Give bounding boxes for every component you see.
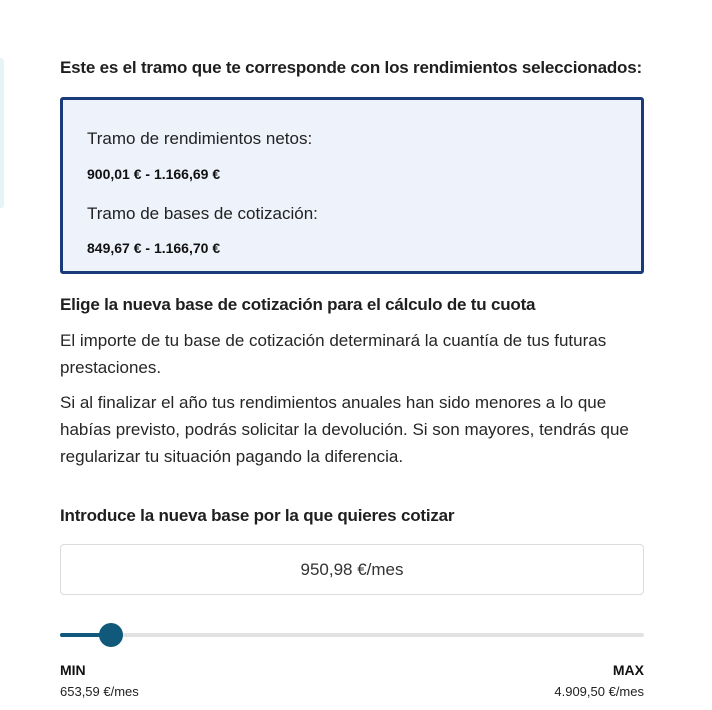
slider-thumb[interactable]: [99, 623, 123, 647]
slider-track[interactable]: [60, 633, 644, 637]
base-section-paragraph-1: El importe de tu base de cotización determinará la cuantía de tus futuras prestaciones.: [60, 331, 607, 377]
slider-max-value: 4.909,50 €/mes: [554, 684, 644, 699]
bases-label: Tramo de bases de cotización:: [87, 204, 318, 223]
input-heading: Introduce la nueva base por la que quieres cotizar: [60, 506, 455, 525]
base-section-paragraph-2: Si al finalizar el año tus rendimientos anuales han sido menores a lo que habías previsto, podrás solicitar la devolución. Si son mayores, tendrás que regularizar tu situación pagando la diferencia.: [60, 393, 629, 466]
tramo-heading: Este es el tramo que te corresponde con los rendimientos seleccionados:: [60, 58, 642, 77]
side-accent-bar: [0, 58, 4, 208]
rendimientos-label: Tramo de rendimientos netos:: [87, 129, 313, 148]
rendimientos-value: 900,01 € - 1.166,69 €: [87, 166, 221, 182]
slider-min-label: MIN: [60, 662, 86, 678]
tramo-info-box: [60, 97, 644, 274]
slider-max-label: MAX: [612, 662, 644, 678]
bases-value: 849,67 € - 1.166,70 €: [87, 240, 221, 256]
base-amount-input[interactable]: [60, 544, 644, 595]
slider-min-value: 653,59 €/mes: [60, 684, 139, 699]
base-section-heading: Elige la nueva base de cotización para el cálculo de tu cuota: [60, 295, 536, 314]
